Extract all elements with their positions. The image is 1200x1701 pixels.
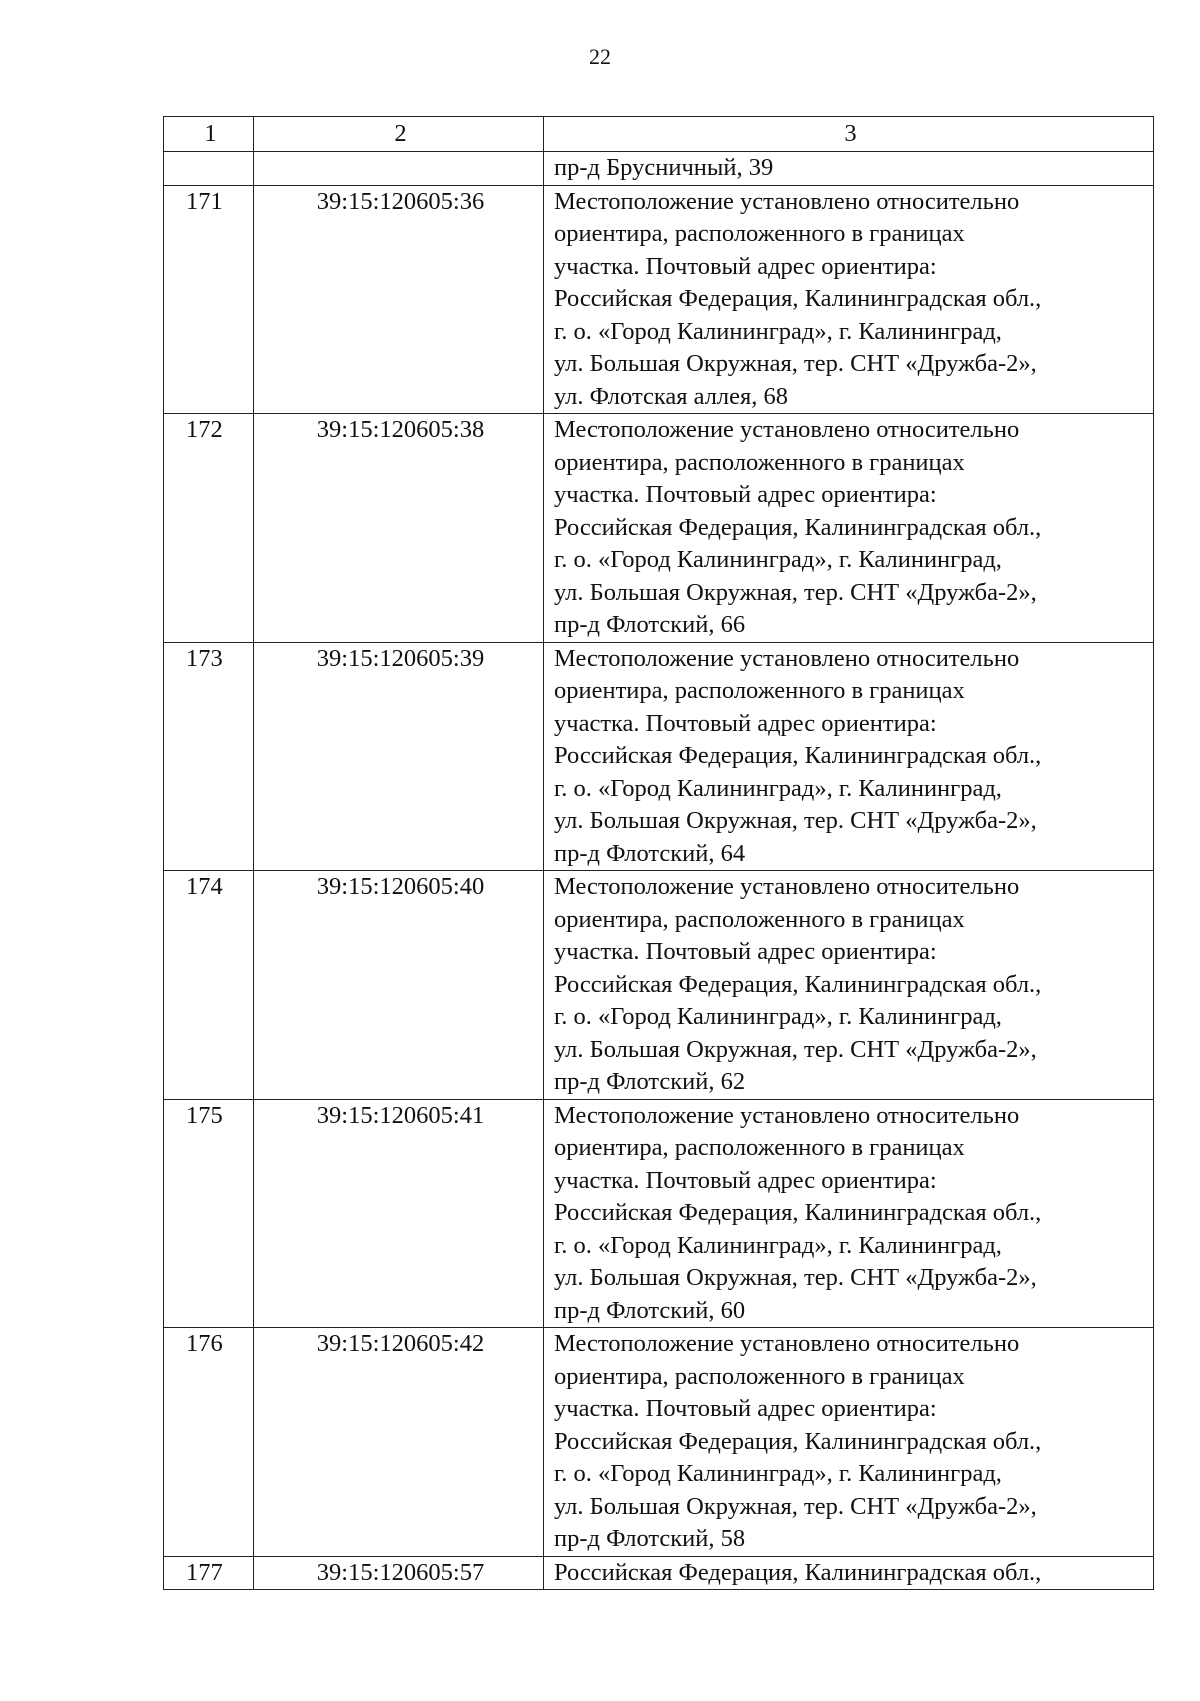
address-line: ориентира, расположенного в границах: [554, 677, 965, 704]
address-line: ориентира, расположенного в границах: [554, 448, 965, 476]
address-cell: [544, 1556, 1154, 1590]
address-line: ориентира, расположенного в границах: [554, 1134, 965, 1161]
address-cell: [544, 1099, 1154, 1328]
address-line: участка. Почтовый адрес ориентира:: [554, 252, 937, 280]
address-line: Местоположение установлено относительно: [554, 1101, 1020, 1129]
table-header-row: [164, 117, 1154, 152]
cadastral-number: 39:15:120605:36: [254, 185, 544, 414]
row-number: 175: [164, 1099, 254, 1328]
table-row: [164, 185, 1154, 414]
column-header-address: 3: [544, 117, 1154, 152]
table-row: [164, 642, 1154, 871]
address-line: ул. Большая Окружная, тер. СНТ «Дружба-2»,: [554, 1492, 1037, 1520]
address-line: Местоположение установлено относительно: [554, 187, 1020, 215]
address-line: пр-д Флотский, 64: [554, 839, 746, 867]
address-line: г. о. «Город Калининград», г. Калининград,: [554, 1460, 1002, 1487]
address-cell: [544, 414, 1154, 643]
cadastral-number: 39:15:120605:38: [254, 414, 544, 643]
address-line: г. о. «Город Калининград», г. Калининград,: [554, 546, 1002, 573]
address-cell: [544, 871, 1154, 1100]
address-line: Российская Федерация, Калининградская обл.,: [554, 1427, 1042, 1455]
address-line: ул. Большая Окружная, тер. СНТ «Дружба-2»,: [554, 1264, 1037, 1291]
address-line: Местоположение установлено относительно: [554, 873, 1020, 900]
address-line: участка. Почтовый адрес ориентира:: [554, 1395, 937, 1422]
row-number: 173: [164, 642, 254, 871]
address-line: участка. Почтовый адрес ориентира:: [554, 1166, 937, 1194]
cadastral-number: 39:15:120605:39: [254, 642, 544, 871]
address-line: участка. Почтовый адрес ориентира:: [554, 938, 937, 965]
row-number: 174: [164, 871, 254, 1100]
row-number: 177: [164, 1556, 254, 1590]
address-cell: [544, 152, 1154, 186]
address-line: г. о. «Город Калининград», г. Калининград,: [554, 774, 1002, 802]
address-line: г. о. «Город Калининград», г. Калининград,: [554, 1003, 1002, 1030]
land-plot-table: [163, 116, 1154, 1590]
table-row: [164, 1099, 1154, 1328]
column-header-number: 1: [164, 117, 254, 152]
address-line: Местоположение установлено относительно: [554, 416, 1020, 443]
address-line: Российская Федерация, Калининградская обл.,: [554, 1558, 1042, 1586]
page-number: 22: [589, 44, 611, 69]
address-line: Российская Федерация, Калининградская обл.,: [554, 970, 1042, 998]
address-line: ул. Флотская аллея, 68: [554, 382, 789, 410]
row-number: 176: [164, 1328, 254, 1557]
cadastral-number: 39:15:120605:57: [254, 1556, 544, 1590]
address-cell: [544, 185, 1154, 414]
table-row: [164, 414, 1154, 643]
cadastral-number: 39:15:120605:40: [254, 871, 544, 1100]
address-line: ул. Большая Окружная, тер. СНТ «Дружба-2»,: [554, 350, 1037, 377]
address-line: Российская Федерация, Калининградская обл.,: [554, 742, 1042, 769]
row-number: 171: [164, 185, 254, 414]
address-line: ориентира, расположенного в границах: [554, 905, 965, 933]
address-line: Российская Федерация, Калининградская обл.,: [554, 285, 1042, 312]
table-row: [164, 1328, 1154, 1557]
address-line: ориентира, расположенного в границах: [554, 220, 965, 247]
table-row: [164, 871, 1154, 1100]
address-line: г. о. «Город Калининград», г. Калининград,: [554, 317, 1002, 345]
address-line: пр-д Флотский, 60: [554, 1296, 746, 1324]
address-line: Местоположение установлено относительно: [554, 644, 1020, 672]
cadastral-number: 39:15:120605:41: [254, 1099, 544, 1328]
column-header-cadastral: 2: [254, 117, 544, 152]
address-line: ул. Большая Окружная, тер. СНТ «Дружба-2»,: [554, 578, 1037, 606]
address-line: ул. Большая Окружная, тер. СНТ «Дружба-2»,: [554, 807, 1037, 834]
address-line: Российская Федерация, Калининградская обл.,: [554, 1199, 1042, 1226]
row-number: [164, 152, 254, 186]
cadastral-number: 39:15:120605:42: [254, 1328, 544, 1557]
address-line: участка. Почтовый адрес ориентира:: [554, 481, 937, 508]
address-cell: [544, 1328, 1154, 1557]
address-line: пр-д Флотский, 62: [554, 1068, 746, 1095]
table-row: [164, 1556, 1154, 1590]
table-body: [164, 117, 1154, 1590]
continuation-row: [164, 152, 1154, 186]
address-line: участка. Почтовый адрес ориентира:: [554, 709, 937, 737]
address-cell: [544, 642, 1154, 871]
address-line: г. о. «Город Калининград», г. Калининград,: [554, 1231, 1002, 1259]
row-number: 172: [164, 414, 254, 643]
address-line: пр-д Брусничный, 39: [554, 154, 774, 181]
address-line: пр-д Флотский, 58: [554, 1525, 746, 1552]
address-line: ул. Большая Окружная, тер. СНТ «Дружба-2»,: [554, 1035, 1037, 1063]
address-line: Российская Федерация, Калининградская обл.,: [554, 513, 1042, 541]
address-line: Местоположение установлено относительно: [554, 1330, 1020, 1357]
address-line: ориентира, расположенного в границах: [554, 1362, 965, 1390]
address-line: пр-д Флотский, 66: [554, 611, 746, 638]
cadastral-number: [254, 152, 544, 186]
